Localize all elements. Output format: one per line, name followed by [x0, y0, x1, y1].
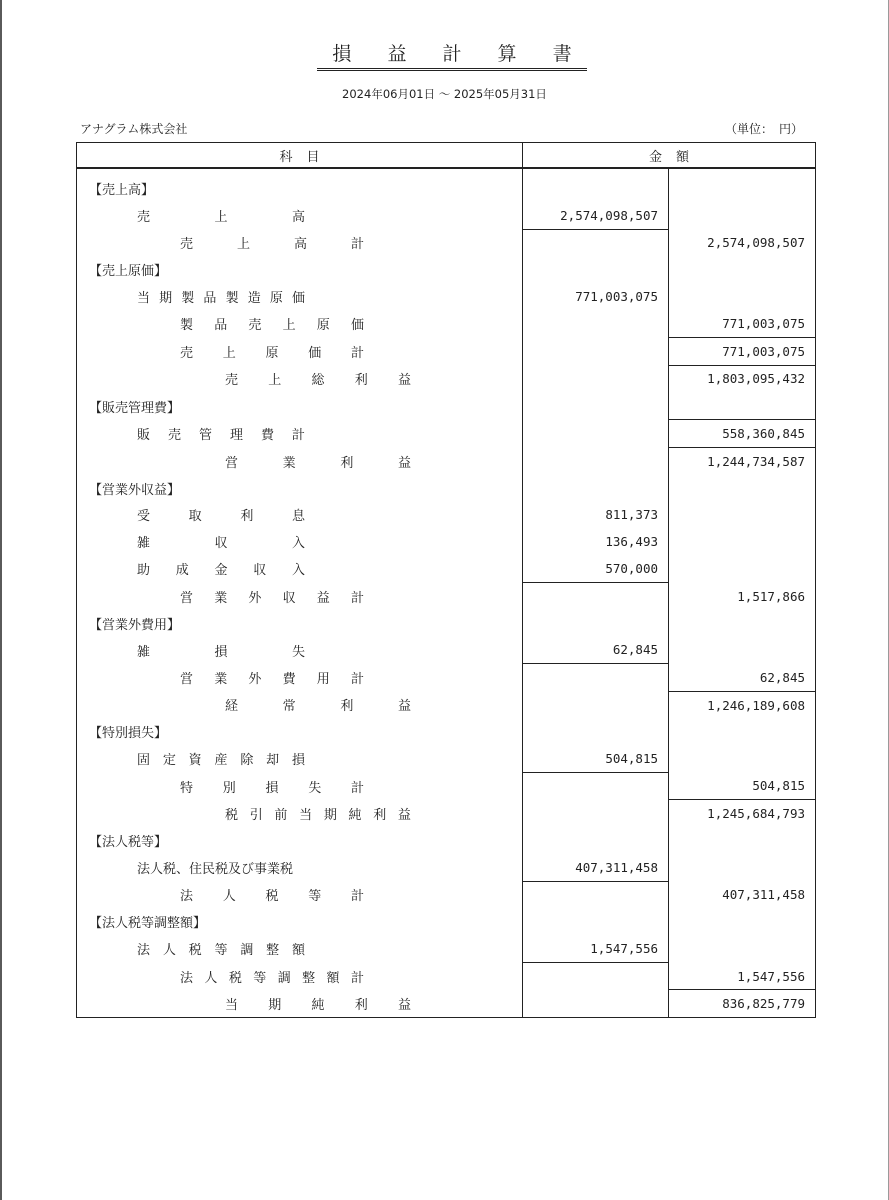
row-label — [137, 424, 305, 443]
row-label: 法人税、住民税及び事業税 — [137, 862, 294, 878]
table-row — [77, 582, 816, 609]
table-row — [77, 175, 816, 202]
label-char: 入 — [291, 536, 305, 552]
label-char: 収 — [253, 563, 267, 579]
label-char: 造 — [247, 291, 261, 307]
label-char: 前 — [274, 807, 288, 823]
label-char: 額 — [291, 943, 305, 959]
label-char: 原 — [265, 345, 279, 361]
label-char: 品 — [203, 291, 217, 307]
label-char: 当 — [299, 807, 313, 823]
outer-amount: 1,517,866 — [669, 582, 816, 609]
label-char: 除 — [240, 753, 254, 769]
inner-amount: 504,815 — [523, 745, 669, 772]
inner-amount: 407,311,458 — [523, 854, 669, 881]
label-char: 受 — [137, 509, 151, 525]
inner-amount: 771,003,075 — [523, 283, 669, 310]
label-char: 益 — [397, 455, 411, 471]
label-char: 整 — [266, 943, 280, 959]
label-char: 計 — [350, 671, 364, 687]
label-char: 当 — [225, 998, 239, 1014]
label-char: 計 — [350, 237, 364, 253]
row-label — [180, 314, 364, 333]
label-char: 製 — [180, 318, 194, 334]
label-char: 収 — [282, 590, 296, 606]
label-char: 上 — [236, 237, 250, 253]
label-char: 外 — [248, 671, 262, 687]
label-char: 利 — [240, 509, 254, 525]
label-char: 業 — [282, 455, 296, 471]
label-char: 益 — [397, 699, 411, 715]
label-char: 計 — [291, 428, 305, 444]
row-label — [225, 804, 411, 823]
inner-amount: 62,845 — [523, 637, 669, 664]
label-char: 失 — [308, 780, 322, 796]
label-char: 高 — [293, 237, 307, 253]
label-char: 入 — [291, 563, 305, 579]
label-char: 品 — [214, 318, 228, 334]
label-char: 費 — [260, 428, 274, 444]
label-char: 税 — [225, 807, 239, 823]
label-char: 常 — [282, 699, 296, 715]
inner-amount: 1,547,556 — [523, 935, 669, 962]
label-char: 期 — [323, 807, 337, 823]
label-char: 売 — [248, 318, 262, 334]
label-char: 人 — [204, 970, 218, 986]
table-row — [77, 392, 816, 419]
table-row — [77, 963, 816, 990]
label-char: 用 — [316, 671, 330, 687]
label-char: 業 — [214, 671, 228, 687]
fiscal-period: 2024年06月01日 ～ 2025年05月31日 — [342, 87, 547, 101]
label-char: 業 — [214, 590, 228, 606]
label-char: 利 — [340, 455, 354, 471]
outer-amount: 1,547,556 — [669, 963, 816, 990]
label-char: 営 — [180, 671, 194, 687]
label-char: 人 — [222, 889, 236, 905]
label-char: 上 — [268, 373, 282, 389]
label-char: 税 — [228, 970, 242, 986]
row-label — [137, 641, 305, 660]
row-label — [180, 777, 364, 796]
table-row — [77, 881, 816, 908]
label-char: 等 — [308, 889, 322, 905]
label-char: 価 — [291, 291, 305, 307]
category-label: 【特別損失】 — [89, 726, 168, 742]
table-row — [77, 718, 816, 745]
row-label — [225, 994, 411, 1013]
outer-amount: 771,003,075 — [669, 337, 816, 365]
outer-amount: 1,245,684,793 — [669, 800, 816, 827]
label-char: 定 — [162, 753, 176, 769]
label-char: 額 — [326, 970, 340, 986]
header-item: 科目 — [77, 143, 523, 169]
label-char: 資 — [188, 753, 202, 769]
table-row — [77, 528, 816, 555]
outer-amount: 2,574,098,507 — [669, 229, 816, 256]
label-char: 特 — [180, 780, 194, 796]
outer-amount: 1,246,189,608 — [669, 691, 816, 718]
category-label: 【売上原価】 — [89, 264, 168, 280]
table-row — [77, 800, 816, 827]
label-char: 売 — [225, 373, 239, 389]
table-row — [77, 283, 816, 310]
label-char: 原 — [269, 291, 283, 307]
label-char: 価 — [350, 318, 364, 334]
label-char: 利 — [373, 807, 387, 823]
table-row — [77, 229, 816, 256]
label-char: 純 — [348, 807, 362, 823]
label-char: 計 — [350, 780, 364, 796]
table-row — [77, 637, 816, 664]
outer-amount: 836,825,779 — [669, 990, 816, 1018]
table-row — [77, 310, 816, 337]
category-label: 【法人税等調整額】 — [89, 916, 207, 932]
category-label: 【営業外収益】 — [89, 482, 181, 498]
outer-amount: 504,815 — [669, 773, 816, 800]
label-char: 引 — [249, 807, 263, 823]
table-row — [77, 773, 816, 800]
inner-amount: 811,373 — [523, 502, 669, 529]
unit-note: （単位： 円） — [725, 122, 804, 136]
label-char: 産 — [214, 753, 228, 769]
row-label — [225, 695, 411, 714]
table-row — [77, 447, 816, 474]
table-row — [77, 555, 816, 582]
table-row — [77, 202, 816, 229]
label-char: 息 — [291, 509, 305, 525]
label-char: 計 — [350, 345, 364, 361]
label-char: 法 — [180, 970, 194, 986]
label-char: 期 — [159, 291, 173, 307]
table-row — [77, 935, 816, 962]
table-row — [77, 475, 816, 502]
label-char: 計 — [350, 590, 364, 606]
table-row — [77, 990, 816, 1018]
row-label — [180, 587, 364, 606]
table-row — [77, 909, 816, 936]
label-char: 販 — [137, 428, 151, 444]
label-char: 損 — [291, 753, 305, 769]
label-char: 営 — [180, 590, 194, 606]
table-row — [77, 420, 816, 448]
category-label: 【売上高】 — [89, 182, 155, 198]
label-char: 価 — [308, 345, 322, 361]
outer-amount: 1,803,095,432 — [669, 365, 816, 392]
label-char: 助 — [137, 563, 151, 579]
table-row — [77, 337, 816, 365]
label-char: 固 — [137, 753, 151, 769]
label-char: 総 — [311, 373, 325, 389]
label-char: 上 — [282, 318, 296, 334]
table-row — [77, 854, 816, 881]
label-char: 収 — [214, 536, 228, 552]
label-char: 別 — [222, 780, 236, 796]
label-char: 費 — [282, 671, 296, 687]
category-label: 【販売管理費】 — [89, 400, 181, 416]
table-row — [77, 827, 816, 854]
label-char: 雑 — [137, 536, 151, 552]
row-label — [137, 559, 305, 578]
row-label — [180, 342, 364, 361]
inner-amount: 570,000 — [523, 555, 669, 582]
label-char: 調 — [277, 970, 291, 986]
table-row — [77, 256, 816, 283]
row-label — [225, 369, 411, 388]
label-char: 取 — [188, 509, 202, 525]
label-char: 経 — [225, 699, 239, 715]
label-char: 失 — [291, 644, 305, 660]
label-char: 雑 — [137, 644, 151, 660]
label-char: 法 — [137, 943, 151, 959]
table-row — [77, 664, 816, 691]
label-char: 計 — [350, 970, 364, 986]
label-char: 外 — [248, 590, 262, 606]
label-char: 税 — [188, 943, 202, 959]
label-char: 上 — [214, 209, 228, 225]
label-char: 税 — [265, 889, 279, 905]
inner-amount: 136,493 — [523, 528, 669, 555]
outer-amount: 62,845 — [669, 664, 816, 691]
label-char: 計 — [350, 889, 364, 905]
row-label — [225, 452, 411, 471]
table-header-row — [77, 143, 816, 169]
label-char: 整 — [302, 970, 316, 986]
document-title: 損 益 計 算 書 — [317, 42, 586, 71]
label-char: 利 — [354, 998, 368, 1014]
table-row — [77, 691, 816, 718]
table-row — [77, 365, 816, 392]
row-label — [137, 505, 305, 524]
label-char: 益 — [316, 590, 330, 606]
row-label — [137, 532, 305, 551]
category-label: 【法人税等】 — [89, 835, 168, 851]
label-char: 益 — [397, 373, 411, 389]
row-label — [137, 206, 305, 225]
label-char: 調 — [240, 943, 254, 959]
label-char: 利 — [340, 699, 354, 715]
label-char: 製 — [181, 291, 195, 307]
label-char: 売 — [167, 428, 181, 444]
table-row — [77, 745, 816, 772]
label-char: 損 — [214, 644, 228, 660]
document-title-block — [0, 42, 889, 71]
label-char: 管 — [198, 428, 212, 444]
outer-amount: 407,311,458 — [669, 881, 816, 908]
label-char: 上 — [222, 345, 236, 361]
label-char: 高 — [291, 209, 305, 225]
label-char: 原 — [316, 318, 330, 334]
label-char: 等 — [253, 970, 267, 986]
label-char: 理 — [229, 428, 243, 444]
row-label — [180, 668, 364, 687]
label-char: 売 — [180, 345, 194, 361]
row-label — [137, 939, 305, 958]
category-label: 【営業外費用】 — [89, 617, 181, 633]
label-char: 当 — [137, 291, 151, 307]
header-amount: 金額 — [523, 143, 816, 169]
label-char: 等 — [214, 943, 228, 959]
label-char: 益 — [397, 998, 411, 1014]
row-label — [180, 233, 364, 252]
page-left-border — [0, 0, 2, 1200]
outer-amount: 558,360,845 — [669, 420, 816, 448]
label-char: 期 — [268, 998, 282, 1014]
label-char: 法 — [180, 889, 194, 905]
company-name: アナグラム株式会社 — [80, 122, 188, 136]
label-char: 人 — [162, 943, 176, 959]
label-char: 金 — [214, 563, 228, 579]
label-char: 売 — [137, 209, 151, 225]
label-char: 利 — [354, 373, 368, 389]
label-char: 却 — [266, 753, 280, 769]
row-label — [180, 885, 364, 904]
label-char: 成 — [175, 563, 189, 579]
income-statement-table — [76, 142, 816, 1018]
row-label — [180, 967, 364, 986]
outer-amount: 771,003,075 — [669, 310, 816, 337]
outer-amount: 1,244,734,587 — [669, 447, 816, 474]
label-char: 製 — [225, 291, 239, 307]
inner-amount: 2,574,098,507 — [523, 202, 669, 229]
label-char: 売 — [180, 237, 194, 253]
label-char: 損 — [265, 780, 279, 796]
label-char: 営 — [225, 455, 239, 471]
label-char: 純 — [311, 998, 325, 1014]
row-label — [137, 749, 305, 768]
table-spacer-row — [77, 168, 816, 175]
table-row — [77, 502, 816, 529]
table-row — [77, 610, 816, 637]
row-label — [137, 287, 305, 306]
label-char: 益 — [397, 807, 411, 823]
